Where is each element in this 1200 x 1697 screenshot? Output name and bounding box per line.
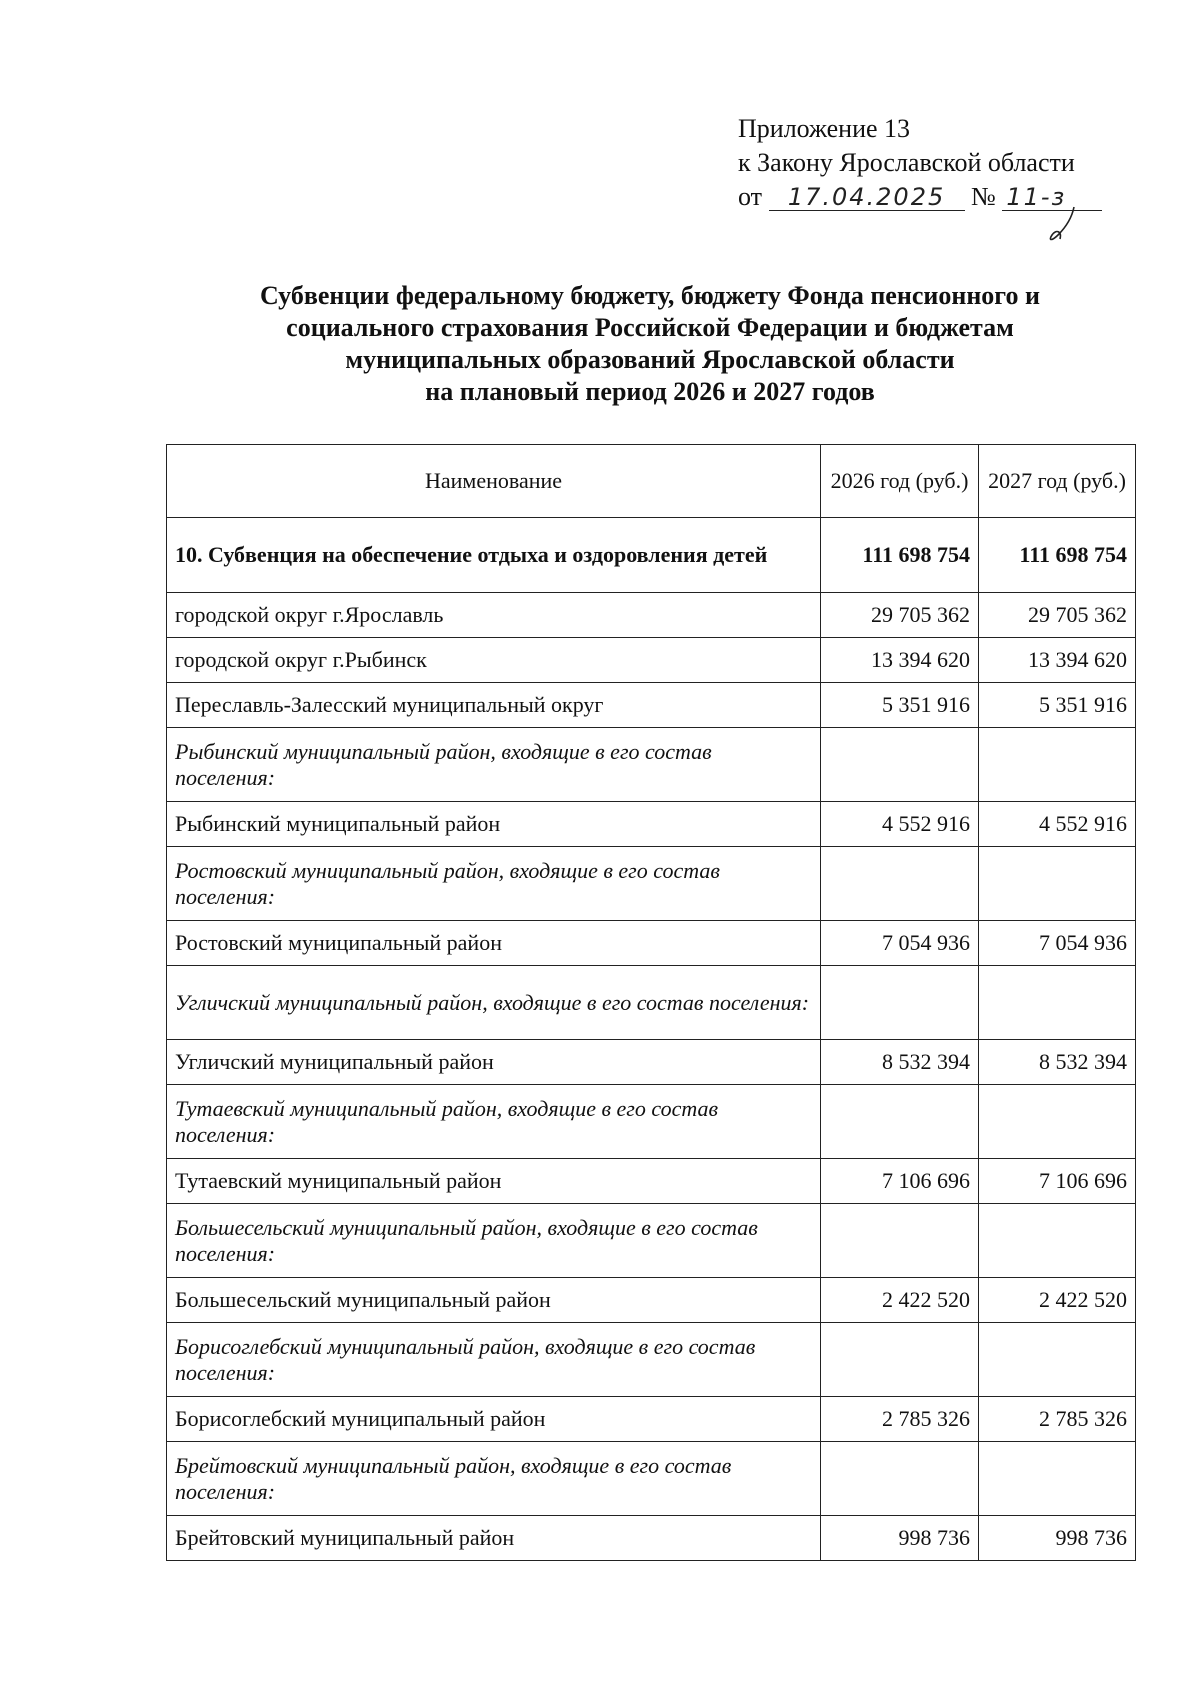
table-row — [167, 593, 1136, 638]
table-subheader-row — [167, 1323, 1136, 1397]
row-value-2026: 2 785 326 — [821, 1397, 979, 1442]
row-value-2026 — [821, 1323, 979, 1397]
row-value-2026 — [821, 1085, 979, 1159]
title-line-2: социального страхования Российской Федерации и бюджетам — [286, 313, 1014, 342]
table-row — [167, 683, 1136, 728]
row-value-2027: 998 736 — [979, 1516, 1136, 1561]
table-subheader-row — [167, 1442, 1136, 1516]
row-value-2027 — [979, 1085, 1136, 1159]
table-subheader-row — [167, 1204, 1136, 1278]
row-name: Рыбинский муниципальный район, входящие в его состав поселения: — [167, 728, 821, 802]
row-value-2026: 7 106 696 — [821, 1159, 979, 1204]
row-name: Тутаевский муниципальный район — [167, 1159, 821, 1204]
row-value-2027: 7 106 696 — [979, 1159, 1136, 1204]
table-row — [167, 1159, 1136, 1204]
number-label: № — [971, 182, 996, 211]
table-row — [167, 1516, 1136, 1561]
from-label: от — [738, 182, 763, 211]
table-body — [167, 518, 1136, 1561]
row-name: Переславль-Залесский муниципальный округ — [167, 683, 821, 728]
handwritten-date: 17.04.2025 — [769, 184, 965, 211]
table-row — [167, 1397, 1136, 1442]
table-header-row — [167, 445, 1136, 518]
row-value-2027 — [979, 1323, 1136, 1397]
row-value-2027: 5 351 916 — [979, 683, 1136, 728]
row-value-2026: 998 736 — [821, 1516, 979, 1561]
row-name: городской округ г.Рыбинск — [167, 638, 821, 683]
row-value-2027: 111 698 754 — [979, 518, 1136, 593]
table-row — [167, 921, 1136, 966]
table-row — [167, 802, 1136, 847]
document-title — [150, 280, 1150, 408]
table-row — [167, 1040, 1136, 1085]
row-name: Ростовский муниципальный район — [167, 921, 821, 966]
row-value-2027: 2 422 520 — [979, 1278, 1136, 1323]
row-name: Борисоглебский муниципальный район, входящие в его состав поселения: — [167, 1323, 821, 1397]
row-value-2027 — [979, 728, 1136, 802]
row-name: Большесельский муниципальный район, входящие в его состав поселения: — [167, 1204, 821, 1278]
table-total-row — [167, 518, 1136, 593]
table-subheader-row — [167, 847, 1136, 921]
row-name: Угличский муниципальный район, входящие в его состав поселения: — [167, 966, 821, 1040]
header-name: Наименование — [167, 445, 821, 518]
table-subheader-row — [167, 966, 1136, 1040]
row-value-2026 — [821, 728, 979, 802]
row-value-2026 — [821, 1204, 979, 1278]
header-2026: 2026 год (руб.) — [821, 445, 979, 518]
law-reference: к Закону Ярославской области — [738, 148, 1075, 177]
table-row — [167, 1278, 1136, 1323]
table-row — [167, 638, 1136, 683]
row-value-2027 — [979, 1204, 1136, 1278]
row-name: городской округ г.Ярославль — [167, 593, 821, 638]
row-value-2026 — [821, 966, 979, 1040]
row-value-2027 — [979, 847, 1136, 921]
row-value-2026: 111 698 754 — [821, 518, 979, 593]
table-subheader-row — [167, 1085, 1136, 1159]
row-value-2027: 13 394 620 — [979, 638, 1136, 683]
row-name: Рыбинский муниципальный район — [167, 802, 821, 847]
handwritten-law-number: 11-з — [1002, 184, 1102, 211]
row-value-2026: 8 532 394 — [821, 1040, 979, 1085]
signature-flourish — [1046, 205, 1086, 245]
row-name: Борисоглебский муниципальный район — [167, 1397, 821, 1442]
row-value-2026 — [821, 1442, 979, 1516]
row-value-2027: 29 705 362 — [979, 593, 1136, 638]
row-name: 10. Субвенция на обеспечение отдыха и оздоровления детей — [167, 518, 821, 593]
header-2027: 2027 год (руб.) — [979, 445, 1136, 518]
row-value-2027 — [979, 966, 1136, 1040]
table-subheader-row — [167, 728, 1136, 802]
row-value-2027: 8 532 394 — [979, 1040, 1136, 1085]
row-value-2026: 13 394 620 — [821, 638, 979, 683]
row-name: Угличский муниципальный район — [167, 1040, 821, 1085]
row-name: Брейтовский муниципальный район, входящие в его состав поселения: — [167, 1442, 821, 1516]
appendix-header — [738, 112, 1102, 214]
title-line-4: на плановый период 2026 и 2027 годов — [425, 377, 875, 406]
appendix-number: Приложение 13 — [738, 114, 911, 143]
row-name: Брейтовский муниципальный район — [167, 1516, 821, 1561]
row-value-2026 — [821, 847, 979, 921]
subventions-table — [166, 444, 1136, 1561]
row-value-2026: 4 552 916 — [821, 802, 979, 847]
row-value-2026: 7 054 936 — [821, 921, 979, 966]
row-value-2026: 2 422 520 — [821, 1278, 979, 1323]
row-value-2027: 2 785 326 — [979, 1397, 1136, 1442]
row-value-2026: 5 351 916 — [821, 683, 979, 728]
title-line-3: муниципальных образований Ярославской области — [345, 345, 955, 374]
row-name: Большесельский муниципальный район — [167, 1278, 821, 1323]
row-name: Тутаевский муниципальный район, входящие в его состав поселения: — [167, 1085, 821, 1159]
row-value-2027: 4 552 916 — [979, 802, 1136, 847]
row-name: Ростовский муниципальный район, входящие в его состав поселения: — [167, 847, 821, 921]
row-value-2027 — [979, 1442, 1136, 1516]
row-value-2026: 29 705 362 — [821, 593, 979, 638]
row-value-2027: 7 054 936 — [979, 921, 1136, 966]
title-line-1: Субвенции федеральному бюджету, бюджету Фонда пенсионного и — [260, 281, 1040, 310]
